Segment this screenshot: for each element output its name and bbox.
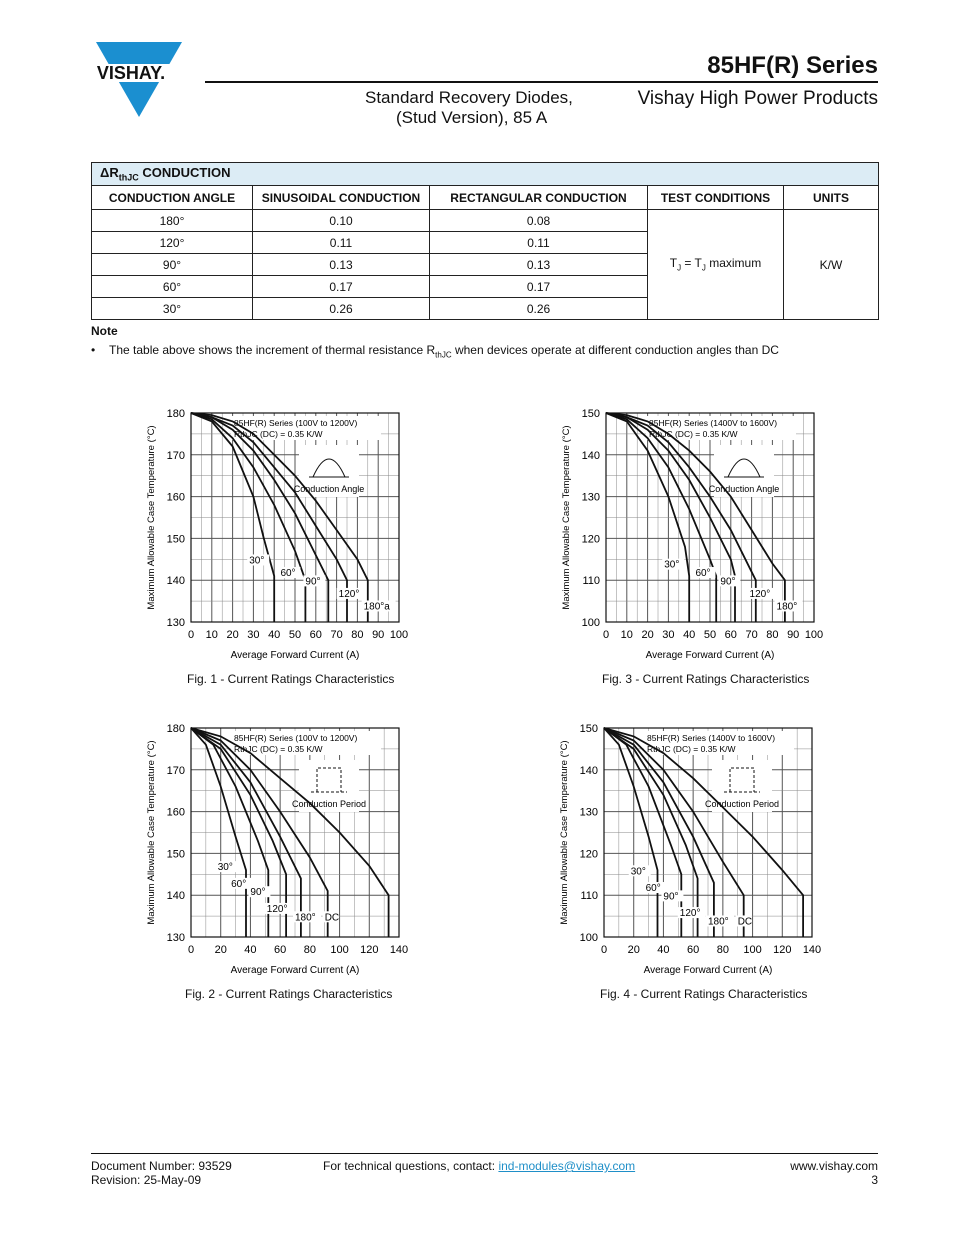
document-subtitle-line2: (Stud Version), 85 A (396, 108, 548, 127)
page-number: 3 (871, 1173, 878, 1187)
series-label: 180° (295, 912, 316, 924)
x-tick-label: 40 (657, 944, 670, 956)
y-axis-label: Maximum Allowable Case Temperature (°C) (146, 425, 157, 610)
cell-angle: 60° (92, 276, 253, 298)
series-label: 60° (695, 568, 711, 580)
y-tick-label: 100 (581, 617, 600, 629)
fig3-caption: Fig. 3 - Current Ratings Characteristics (602, 672, 810, 686)
x-tick-label: 60 (309, 629, 322, 641)
x-tick-label: 40 (268, 629, 281, 641)
x-tick-label: 80 (303, 944, 316, 956)
x-tick-label: 60 (274, 944, 287, 956)
y-tick-label: 170 (166, 764, 185, 777)
x-tick-label: 30 (247, 629, 260, 641)
chart-fig4 (553, 715, 853, 980)
x-tick-label: 70 (330, 629, 343, 641)
y-tick-label: 140 (579, 764, 598, 777)
y-tick-label: 150 (166, 848, 185, 861)
chart-note-rthjc: RthJC (DC) = 0.35 K/W (234, 429, 323, 439)
cell-rectangular: 0.26 (430, 298, 648, 320)
fig2-caption: Fig. 2 - Current Ratings Characteristics (185, 987, 393, 1001)
cell-units: K/W (784, 210, 879, 320)
cell-angle: 90° (92, 254, 253, 276)
series-label: 90° (305, 576, 321, 588)
y-tick-label: 160 (166, 806, 185, 819)
col-header-rectangular: RECTANGULAR CONDUCTION (430, 186, 648, 210)
series-label: 120° (679, 908, 701, 920)
col-header-sinusoidal: SINUSOIDAL CONDUCTION (253, 186, 430, 210)
series-label: 180°a (363, 601, 390, 613)
x-tick-label: 10 (205, 629, 218, 641)
y-tick-label: 100 (579, 932, 598, 944)
y-axis-label: Maximum Allowable Case Temperature (°C) (561, 425, 572, 610)
x-tick-label: 0 (600, 944, 608, 956)
series-label: DC (737, 916, 753, 928)
x-tick-label: 140 (389, 944, 409, 956)
x-tick-label: 20 (214, 944, 227, 956)
conduction-table (91, 162, 879, 320)
table-row (92, 210, 879, 232)
y-axis-label: Maximum Allowable Case Temperature (°C) (559, 740, 570, 925)
y-axis-label: Maximum Allowable Case Temperature (°C) (146, 740, 157, 925)
series-label: 90° (250, 887, 266, 899)
col-header-units: UNITS (784, 186, 879, 210)
chart-note-rthjc: RthJC (DC) = 0.35 K/W (649, 429, 738, 439)
x-tick-label: 0 (187, 629, 195, 641)
x-tick-label: 60 (687, 944, 700, 956)
y-tick-label: 150 (581, 408, 600, 420)
y-tick-label: 130 (166, 932, 185, 944)
y-tick-label: 120 (581, 533, 600, 546)
chart-note-rthjc: RthJC (DC) = 0.35 K/W (234, 744, 323, 754)
chart-note-rthjc: RthJC (DC) = 0.35 K/W (647, 744, 736, 754)
x-tick-label: 100 (804, 629, 824, 641)
y-tick-label: 140 (166, 575, 185, 588)
series-label: DC (324, 912, 340, 924)
series-label: 180° (708, 916, 729, 928)
series-label: 60° (231, 878, 247, 890)
y-tick-label: 130 (581, 491, 600, 504)
x-tick-label: 120 (773, 944, 792, 956)
y-tick-label: 140 (166, 890, 185, 903)
series-label: 120° (338, 588, 360, 600)
x-tick-label: 50 (288, 629, 302, 641)
inset-label: Conduction Angle (293, 484, 365, 494)
x-axis-label: Average Forward Current (A) (645, 650, 775, 661)
y-tick-label: 130 (166, 617, 185, 629)
series-label: 60° (280, 568, 296, 580)
x-tick-label: 20 (627, 944, 640, 956)
cell-sinusoidal: 0.26 (253, 298, 430, 320)
cell-angle: 30° (92, 298, 253, 320)
x-tick-label: 80 (351, 629, 364, 641)
chart-note-series: 85HF(R) Series (1400V to 1600V) (649, 418, 778, 428)
fig1-caption: Fig. 1 - Current Ratings Characteristics (187, 672, 395, 686)
x-tick-label: 90 (372, 629, 385, 641)
note-text: The table above shows the increment of thermal resistance $R_{thJC}$ when devices operate at different conduction angles than DC (109, 343, 779, 360)
cell-sinusoidal: 0.10 (253, 210, 430, 232)
contact-line: For technical questions, contact: ind-modules@vishay.com (323, 1159, 636, 1173)
cell-rectangular: 0.13 (430, 254, 648, 276)
series-label: 30° (249, 555, 265, 567)
x-axis-label: Average Forward Current (A) (230, 650, 360, 661)
x-tick-label: 90 (787, 629, 800, 641)
x-tick-label: 60 (724, 629, 737, 641)
x-tick-label: 20 (641, 629, 654, 641)
chart-fig2 (140, 715, 440, 980)
series-label: 30° (630, 866, 646, 878)
x-tick-label: 100 (389, 629, 409, 641)
revision: Revision: 25-May-09 (91, 1173, 202, 1187)
x-tick-label: 50 (703, 629, 717, 641)
x-axis-label: Average Forward Current (A) (230, 965, 360, 976)
x-tick-label: 0 (187, 944, 195, 956)
series-title: 85HF(R) Series (707, 52, 878, 79)
cell-rectangular: 0.17 (430, 276, 648, 298)
contact-email-link[interactable]: ind-modules@vishay.com (498, 1159, 636, 1173)
inset-label: Conduction Period (704, 799, 780, 809)
document-number: Document Number: 93529 (91, 1159, 232, 1173)
y-tick-label: 160 (166, 491, 185, 504)
col-header-test-conditions: TEST CONDITIONS (648, 186, 784, 210)
series-label: 30° (664, 559, 680, 571)
series-label: 180° (776, 601, 798, 613)
x-tick-label: 30 (662, 629, 675, 641)
inset-label: Conduction Angle (708, 484, 780, 494)
y-tick-label: 120 (579, 848, 598, 861)
x-tick-label: 40 (683, 629, 696, 641)
x-tick-label: 70 (745, 629, 758, 641)
x-tick-label: 40 (244, 944, 257, 956)
cell-rectangular: 0.08 (430, 210, 648, 232)
cell-rectangular: 0.11 (430, 232, 648, 254)
x-tick-label: 120 (360, 944, 379, 956)
x-tick-label: 20 (226, 629, 239, 641)
note-bullet: • (91, 343, 96, 357)
y-tick-label: 130 (579, 806, 598, 819)
cell-sinusoidal: 0.13 (253, 254, 430, 276)
website: www.vishay.com (790, 1159, 878, 1173)
table-caption: $\Delta R_{thJC}$ CONDUCTION (92, 163, 879, 186)
note-label: Note (91, 324, 118, 338)
cell-test-conditions: $T_J = T_J$ maximum (648, 210, 784, 320)
cell-angle: 180° (92, 210, 253, 232)
series-label: 60° (645, 883, 661, 895)
x-tick-label: 0 (602, 629, 610, 641)
y-tick-label: 110 (580, 890, 598, 903)
brand-wordmark: VISHAY. (96, 63, 166, 83)
brand-line: Vishay High Power Products (637, 88, 878, 109)
fig4-caption: Fig. 4 - Current Ratings Characteristics (600, 987, 808, 1001)
series-label: 90° (720, 576, 736, 588)
x-tick-label: 80 (716, 944, 729, 956)
chart-note-series: 85HF(R) Series (100V to 1200V) (234, 733, 358, 743)
series-label: 30° (217, 862, 233, 874)
y-tick-label: 110 (582, 575, 600, 588)
x-tick-label: 80 (766, 629, 779, 641)
y-tick-label: 170 (166, 449, 185, 462)
cell-angle: 120° (92, 232, 253, 254)
x-axis-label: Average Forward Current (A) (643, 965, 773, 976)
x-tick-label: 140 (802, 944, 822, 956)
header-rule (205, 81, 878, 83)
x-tick-label: 10 (620, 629, 633, 641)
chart-fig1 (140, 400, 440, 665)
y-tick-label: 180 (166, 408, 185, 420)
series-label: 120° (749, 588, 771, 600)
y-tick-label: 150 (579, 723, 598, 735)
series-label: 120° (266, 903, 288, 915)
chart-note-series: 85HF(R) Series (100V to 1200V) (234, 418, 358, 428)
chart-note-series: 85HF(R) Series (1400V to 1600V) (647, 733, 776, 743)
cell-sinusoidal: 0.17 (253, 276, 430, 298)
series-label: 90° (663, 891, 679, 903)
document-subtitle-line1: Standard Recovery Diodes, (365, 88, 573, 107)
col-header-angle: CONDUCTION ANGLE (92, 186, 253, 210)
x-tick-label: 100 (743, 944, 762, 956)
chart-fig3 (555, 400, 855, 665)
cell-sinusoidal: 0.11 (253, 232, 430, 254)
table-header-row (92, 186, 879, 210)
y-tick-label: 150 (166, 533, 185, 546)
inset-label: Conduction Period (291, 799, 367, 809)
x-tick-label: 100 (330, 944, 349, 956)
footer-rule (91, 1153, 878, 1154)
y-tick-label: 140 (581, 449, 600, 462)
y-tick-label: 180 (166, 723, 185, 735)
vishay-logo (66, 42, 196, 120)
